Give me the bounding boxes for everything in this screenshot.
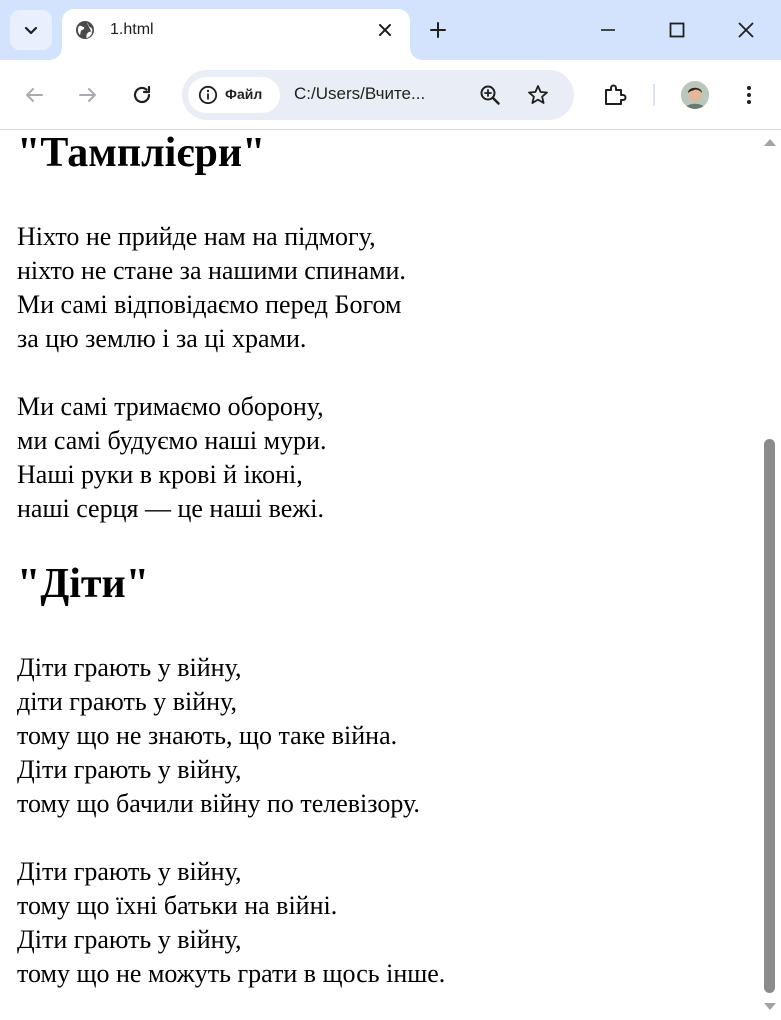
tab-search-button[interactable] <box>10 10 52 50</box>
tab-search-icon <box>23 22 39 38</box>
poem-line: Ніхто не прийде нам на підмогу, <box>17 222 376 251</box>
poem-title: "Діти" <box>17 561 150 607</box>
extensions-icon[interactable] <box>601 82 627 108</box>
maximize-icon[interactable] <box>665 18 689 42</box>
tab-title: 1.html <box>110 21 154 38</box>
info-icon <box>198 85 218 105</box>
poem-line: Діти грають у війну, <box>17 857 242 886</box>
profile-avatar[interactable] <box>681 81 709 109</box>
star-icon[interactable] <box>526 83 550 107</box>
poem-line: Ми самі відповідаємо перед Богом <box>17 290 402 319</box>
poem-title: "Тамплієри" <box>17 131 266 176</box>
back-icon[interactable] <box>22 83 46 107</box>
poem-line: Ми самі тримаємо оборону, <box>17 392 324 421</box>
active-tab[interactable] <box>62 9 410 60</box>
forward-icon[interactable] <box>76 83 100 107</box>
zoom-icon[interactable] <box>478 83 502 107</box>
scroll-up-arrow-icon[interactable] <box>763 137 777 147</box>
minimize-icon[interactable] <box>596 18 620 42</box>
page-viewport <box>0 131 781 1020</box>
poem-line: Діти грають у війну, <box>17 755 242 784</box>
address-bar[interactable] <box>182 70 574 120</box>
poem-line: Діти грають у війну, <box>17 925 242 954</box>
poem-line: Діти грають у війну, <box>17 653 242 682</box>
globe-icon <box>75 20 95 40</box>
window-close-icon[interactable] <box>734 18 758 42</box>
poem-line: ніхто не стане за нашими спинами. <box>17 256 406 285</box>
poem-line: наші серця — це наші вежі. <box>17 494 324 523</box>
scroll-down-arrow-icon[interactable] <box>763 1002 777 1012</box>
site-chip-label: Файл <box>225 86 263 102</box>
scroll-thumb[interactable] <box>764 439 775 993</box>
more-icon[interactable] <box>737 83 761 107</box>
poem-line: Наші руки в крові й іконі, <box>17 460 303 489</box>
reload-icon[interactable] <box>130 83 154 107</box>
browser-toolbar <box>0 60 781 130</box>
poem-line: за цю землю і за ці храми. <box>17 324 307 353</box>
plus-icon[interactable] <box>428 20 448 40</box>
poem-line: ми самі будуємо наші мури. <box>17 426 327 455</box>
poem-line: тому що не можуть грати в щось інше. <box>17 959 446 988</box>
site-info-chip[interactable] <box>188 77 280 113</box>
url-text[interactable]: C:/Users/Вчите... <box>294 84 426 103</box>
tab-strip <box>0 0 781 60</box>
poem-line: тому що бачили війну по телевізору. <box>17 789 420 818</box>
toolbar-divider <box>653 84 655 106</box>
avatar-image <box>681 81 709 109</box>
poem-line: діти грають у війну, <box>17 687 237 716</box>
poem-line: тому що не знають, що таке війна. <box>17 721 398 750</box>
poem-line: тому що їхні батьки на війні. <box>17 891 338 920</box>
close-icon[interactable] <box>375 20 395 40</box>
vertical-scrollbar[interactable] <box>759 131 781 1020</box>
